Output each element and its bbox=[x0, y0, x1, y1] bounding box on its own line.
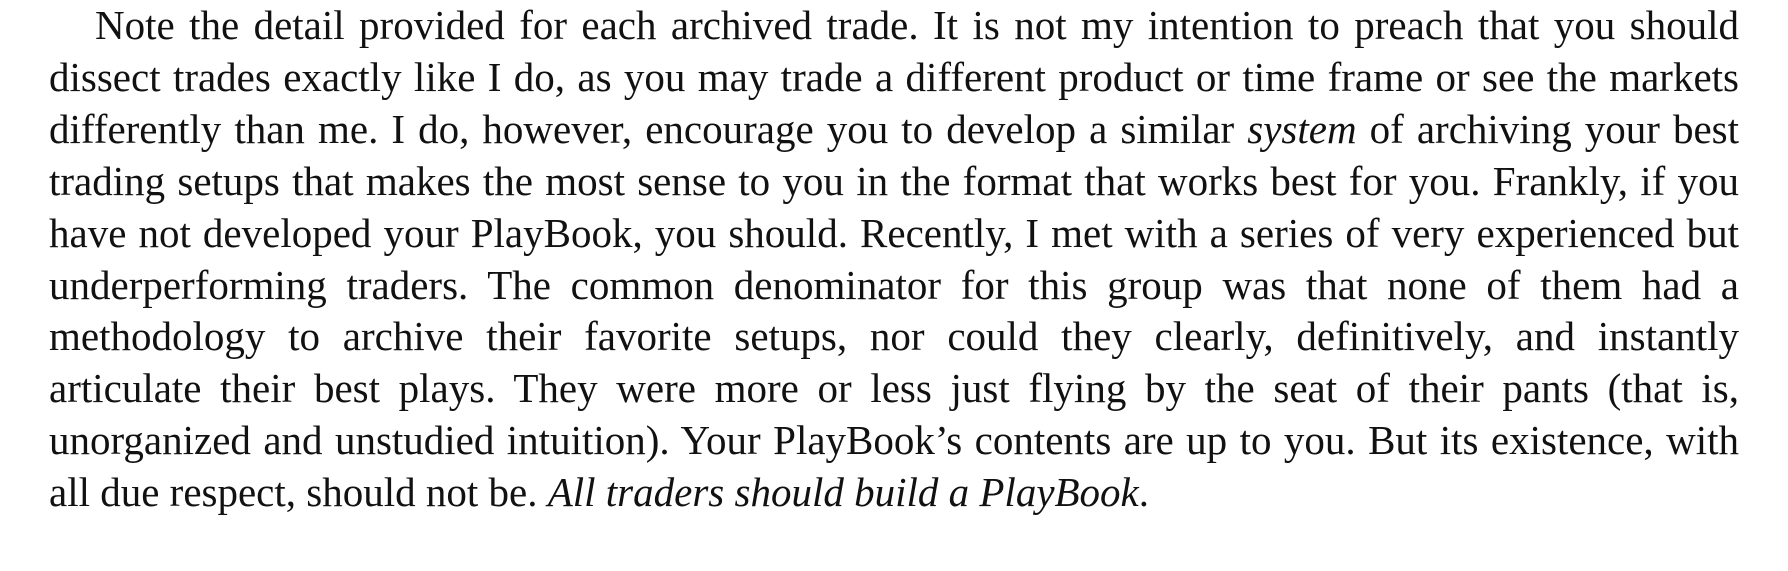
body-paragraph bbox=[49, 0, 1739, 519]
emphasis-closing-sentence: All traders should build a PlayBook bbox=[547, 469, 1139, 516]
paragraph-text-part-1: Note the detail provided for each archived trade. It is not my intention to preach that you should dissect trades exactly like I do, as you may trade a different product or time frame or see the markets differently than me. I do, however, encourage you to develop a similar bbox=[49, 2, 1739, 152]
paragraph-text-part-2: of archiving your best trading setups that makes the most sense to you in the format that works best for you. Frankly, if you have not developed your PlayBook, you should. Recently, I met with a series of very experienced but underperforming traders. The common denominator for this group was that none of them had a methodology to archive their favorite setups, nor could they clearly, definitively, and instantly articulate their best plays. They were more or less just flying by the seat of their pants (that is, unorganized and unstudied intuition). Your PlayBook’s contents are up to you. But its existence, with all due respect, should not be. bbox=[49, 105, 1740, 516]
emphasis-system: system bbox=[1247, 105, 1357, 152]
paragraph-end-punctuation: . bbox=[1138, 469, 1150, 516]
page bbox=[49, 0, 1739, 519]
